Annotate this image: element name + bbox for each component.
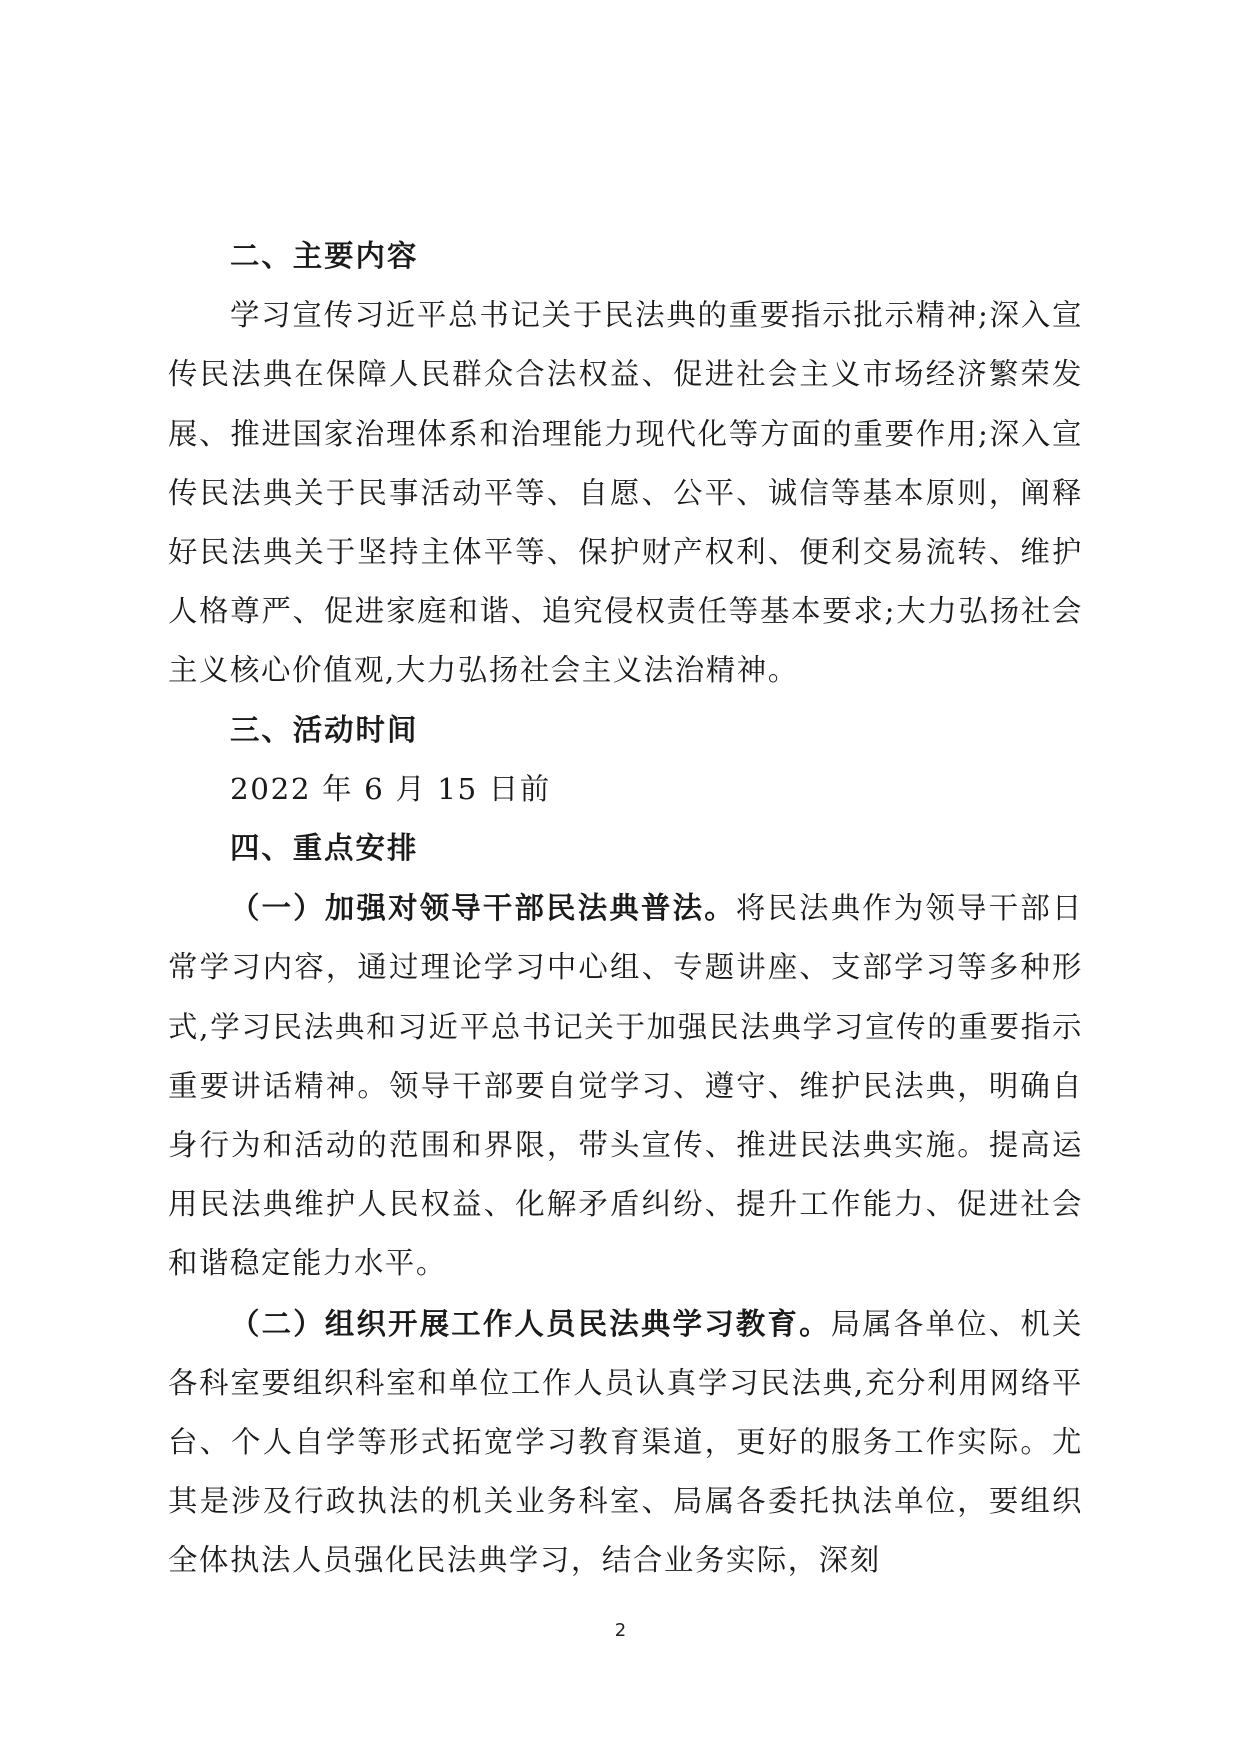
main-content-paragraph: 学习宣传习近平总书记关于民法典的重要指示批示精神;深入宣传民法典在保障人民群众合法权益、促进社会主义市场经济繁荣发展、推进国家治理体系和治理能力现代化等方面的重要作用;深入宣传民法典关于民事活动平等、自愿、公平、诚信等基本原则，阐释好民法典关于坚持主体平等、保护财产权利、便利交易流转、维护人格尊严、促进家庭和谐、追究侵权责任等基本要求;大力弘扬社会主义核心价值观,大力弘扬社会主义法治精神。 — [168, 298, 1083, 688]
arrangement-item-1 — [168, 878, 1083, 1293]
activity-date: 2022 年 6 月 15 日前 — [230, 771, 551, 806]
arrangement-item-2-text: 局属各单位、机关各科室要组织科室和单位工作人员认真学习民法典,充分利用网络平台、个人自学等形式拓宽学习教育渠道，更好的服务工作实际。尤其是涉及行政执法的机关业务科室、局属各委托执法单位，要组织全体执法人员强化民法典学习，结合业务实际，深刻 — [168, 1306, 1083, 1578]
section-heading-activity-time: 三、活动时间 — [230, 712, 419, 747]
section-heading-main-content: 二、主要内容 — [230, 239, 419, 273]
arrangement-item-2 — [168, 1294, 1083, 1591]
arrangement-item-2-lead: （二）组织开展工作人员民法典学习教育。 — [230, 1305, 831, 1341]
document-body — [168, 227, 1083, 1591]
arrangement-item-1-lead: （一）加强对领导干部民法典普法。 — [230, 890, 736, 926]
section-heading-key-arrangements: 四、重点安排 — [230, 831, 419, 866]
arrangement-item-1-text: 将民法典作为领导干部日常学习内容，通过理论学习中心组、专题讲座、支部学习等多种形式,学习民法典和习近平总书记关于加强民法典学习宣传的重要指示重要讲话精神。领导干部要自觉学习、遵守、维护民法典，明确自身行为和活动的范围和界限，带头宣传、推进民法典实施。提高运用民法典维护人民权益、化解矛盾纠纷、提升工作能力、促进社会和谐稳定能力水平。 — [168, 891, 1083, 1281]
page-number: 2 — [614, 1620, 627, 1641]
